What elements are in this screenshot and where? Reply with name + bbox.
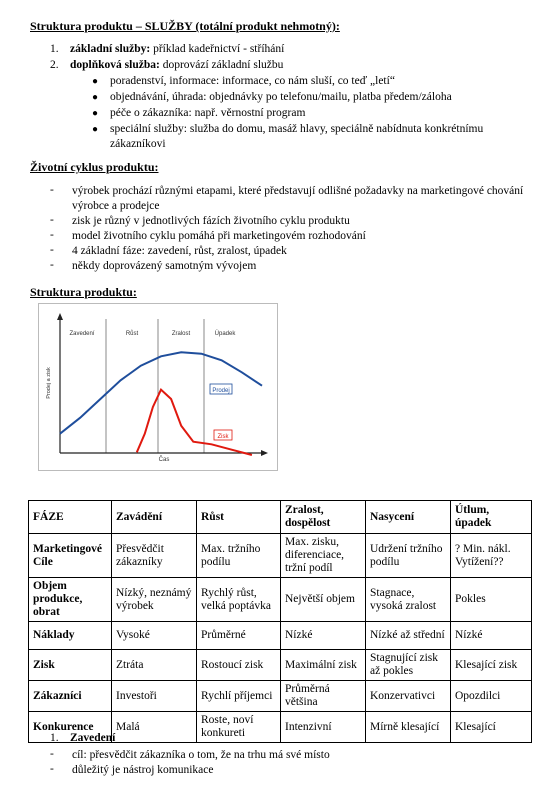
bullet-icon: ● [92,76,99,87]
table-row-label: Zisk [29,650,112,681]
list-item-desc: doprovází základní službu [159,59,284,71]
list-item [70,59,283,71]
list-item-phase: Zavedení [70,732,116,744]
table-cell: Průměrné [197,622,281,650]
dash-marker: - [50,184,54,196]
list-item: model životního cyklu pomáhá při marketingovém rozhodování [72,230,366,242]
table-cell: Přesvědčit zákazníky [112,534,197,578]
table-cell: Rostoucí zisk [197,650,281,681]
table-cell: Mírně klesající [366,712,451,743]
table-cell: Max. zisku, diferenciace, tržní podíl [281,534,366,578]
table-cell: Maximální zisk [281,650,366,681]
series-label-sales: Prodej [212,388,230,394]
table-row-label: Náklady [29,622,112,650]
list-item [70,43,284,55]
sub-list-item: speciální služby: služba do domu, masáž hlavy, speciálně nabídnuta konkrétnímu zákazníkovi [110,123,484,150]
dash-marker: - [50,259,54,271]
table-cell: Malá [112,712,197,743]
list-number: 1. [50,732,59,744]
list-item: někdy doprovázený samotným vývojem [72,260,257,272]
list-number: 2. [50,59,59,71]
dash-marker: - [50,244,54,256]
table-cell: Stagnující zisk až pokles [366,650,451,681]
table-header-row [29,501,532,534]
table-cell: Průměrná většina [281,681,366,712]
section-heading-services: Struktura produktu – SLUŽBY (totální produkt nehmotný): [30,19,340,33]
table-cell: Nízké [281,622,366,650]
list-item: zisk je různý v jednotlivých fázích životního cyklu produktu [72,215,350,227]
table-row [29,534,532,578]
table-cell: Klesající zisk [451,650,532,681]
table-header-cell: Nasycení [366,501,451,534]
lifecycle-phase-table [28,500,532,743]
dash-marker: - [50,229,54,241]
list-number: 1. [50,43,59,55]
bullet-icon: ● [92,124,99,135]
table-cell: Investoři [112,681,197,712]
table-cell: Intenzivní [281,712,366,743]
table-cell: Vysoké [112,622,197,650]
table-row [29,622,532,650]
dash-marker: - [50,214,54,226]
table-cell: Stagnace, vysoká zralost [366,578,451,622]
table-header-cell: Růst [197,501,281,534]
table-cell: Rychlý růst, velká poptávka [197,578,281,622]
sub-list-item: poradenství, informace: informace, co nám sluší, co teď „letí“ [110,75,395,87]
table-cell: Roste, noví konkureti [197,712,281,743]
table-row [29,681,532,712]
table-cell: Max. tržního podílu [197,534,281,578]
list-item-term: doplňková služba: [70,59,160,71]
lifecycle-chart [38,303,278,471]
table-cell: Rychlí příjemci [197,681,281,712]
series-label-profit: Zisk [217,434,229,440]
table-header-cell: FÁZE [29,501,112,534]
table-row-label: Objem produkce, obrat [29,578,112,622]
bullet-icon: ● [92,108,99,119]
dash-marker: - [50,748,54,760]
section-heading-lifecycle: Životní cyklus produktu: [30,160,159,174]
list-item: důležitý je nástroj komunikace [72,764,214,776]
x-axis-label: Čas [158,457,170,463]
table-row [29,578,532,622]
table-cell: ? Min. nákl. Vytížení?? [451,534,532,578]
sub-list-item: péče o zákazníka: např. věrnostní program [110,107,306,119]
sub-list-item: objednávání, úhrada: objednávky po telefonu/mailu, platba předem/záloha [110,91,452,103]
phase-label: Růst [125,331,139,337]
list-item-desc: příklad kadeřnictví - stříhání [150,43,285,55]
table-header-cell: Útlum, úpadek [451,501,532,534]
table-row-label: Konkurence [29,712,112,743]
table-row-label: Marketingové Cíle [29,534,112,578]
phase-label: Zavedení [69,331,95,337]
list-item: 4 základní fáze: zavedení, růst, zralost, úpadek [72,245,287,257]
table-cell: Nízké [451,622,532,650]
list-item: výrobek prochází různými etapami, které představují odlišné požadavky na marketingové chování výrobce a prodejce [72,185,524,212]
bullet-icon: ● [92,92,99,103]
table-cell: Největší objem [281,578,366,622]
table-header-cell: Zavádění [112,501,197,534]
table-cell: Nízký, neznámý výrobek [112,578,197,622]
table-cell: Ztráta [112,650,197,681]
table-cell: Opozdilci [451,681,532,712]
table-cell: Nízké až střední [366,622,451,650]
table-row [29,650,532,681]
list-item: cíl: přesvědčit zákazníka o tom, že na trhu má své místo [72,749,330,761]
y-axis-label: Prodej a zisk [46,367,52,399]
section-heading-structure: Struktura produktu: [30,285,137,299]
dash-marker: - [50,763,54,775]
table-header-cell: Zralost, dospělost [281,501,366,534]
table-cell: Pokles [451,578,532,622]
list-item-term: základní služby: [70,43,151,55]
table-cell: Udržení tržního podílu [366,534,451,578]
phase-label: Úpadek [214,331,236,337]
table-cell: Konzervativci [366,681,451,712]
table-cell: Klesající [451,712,532,743]
phase-label: Zralost [171,331,191,337]
table-row-label: Zákazníci [29,681,112,712]
